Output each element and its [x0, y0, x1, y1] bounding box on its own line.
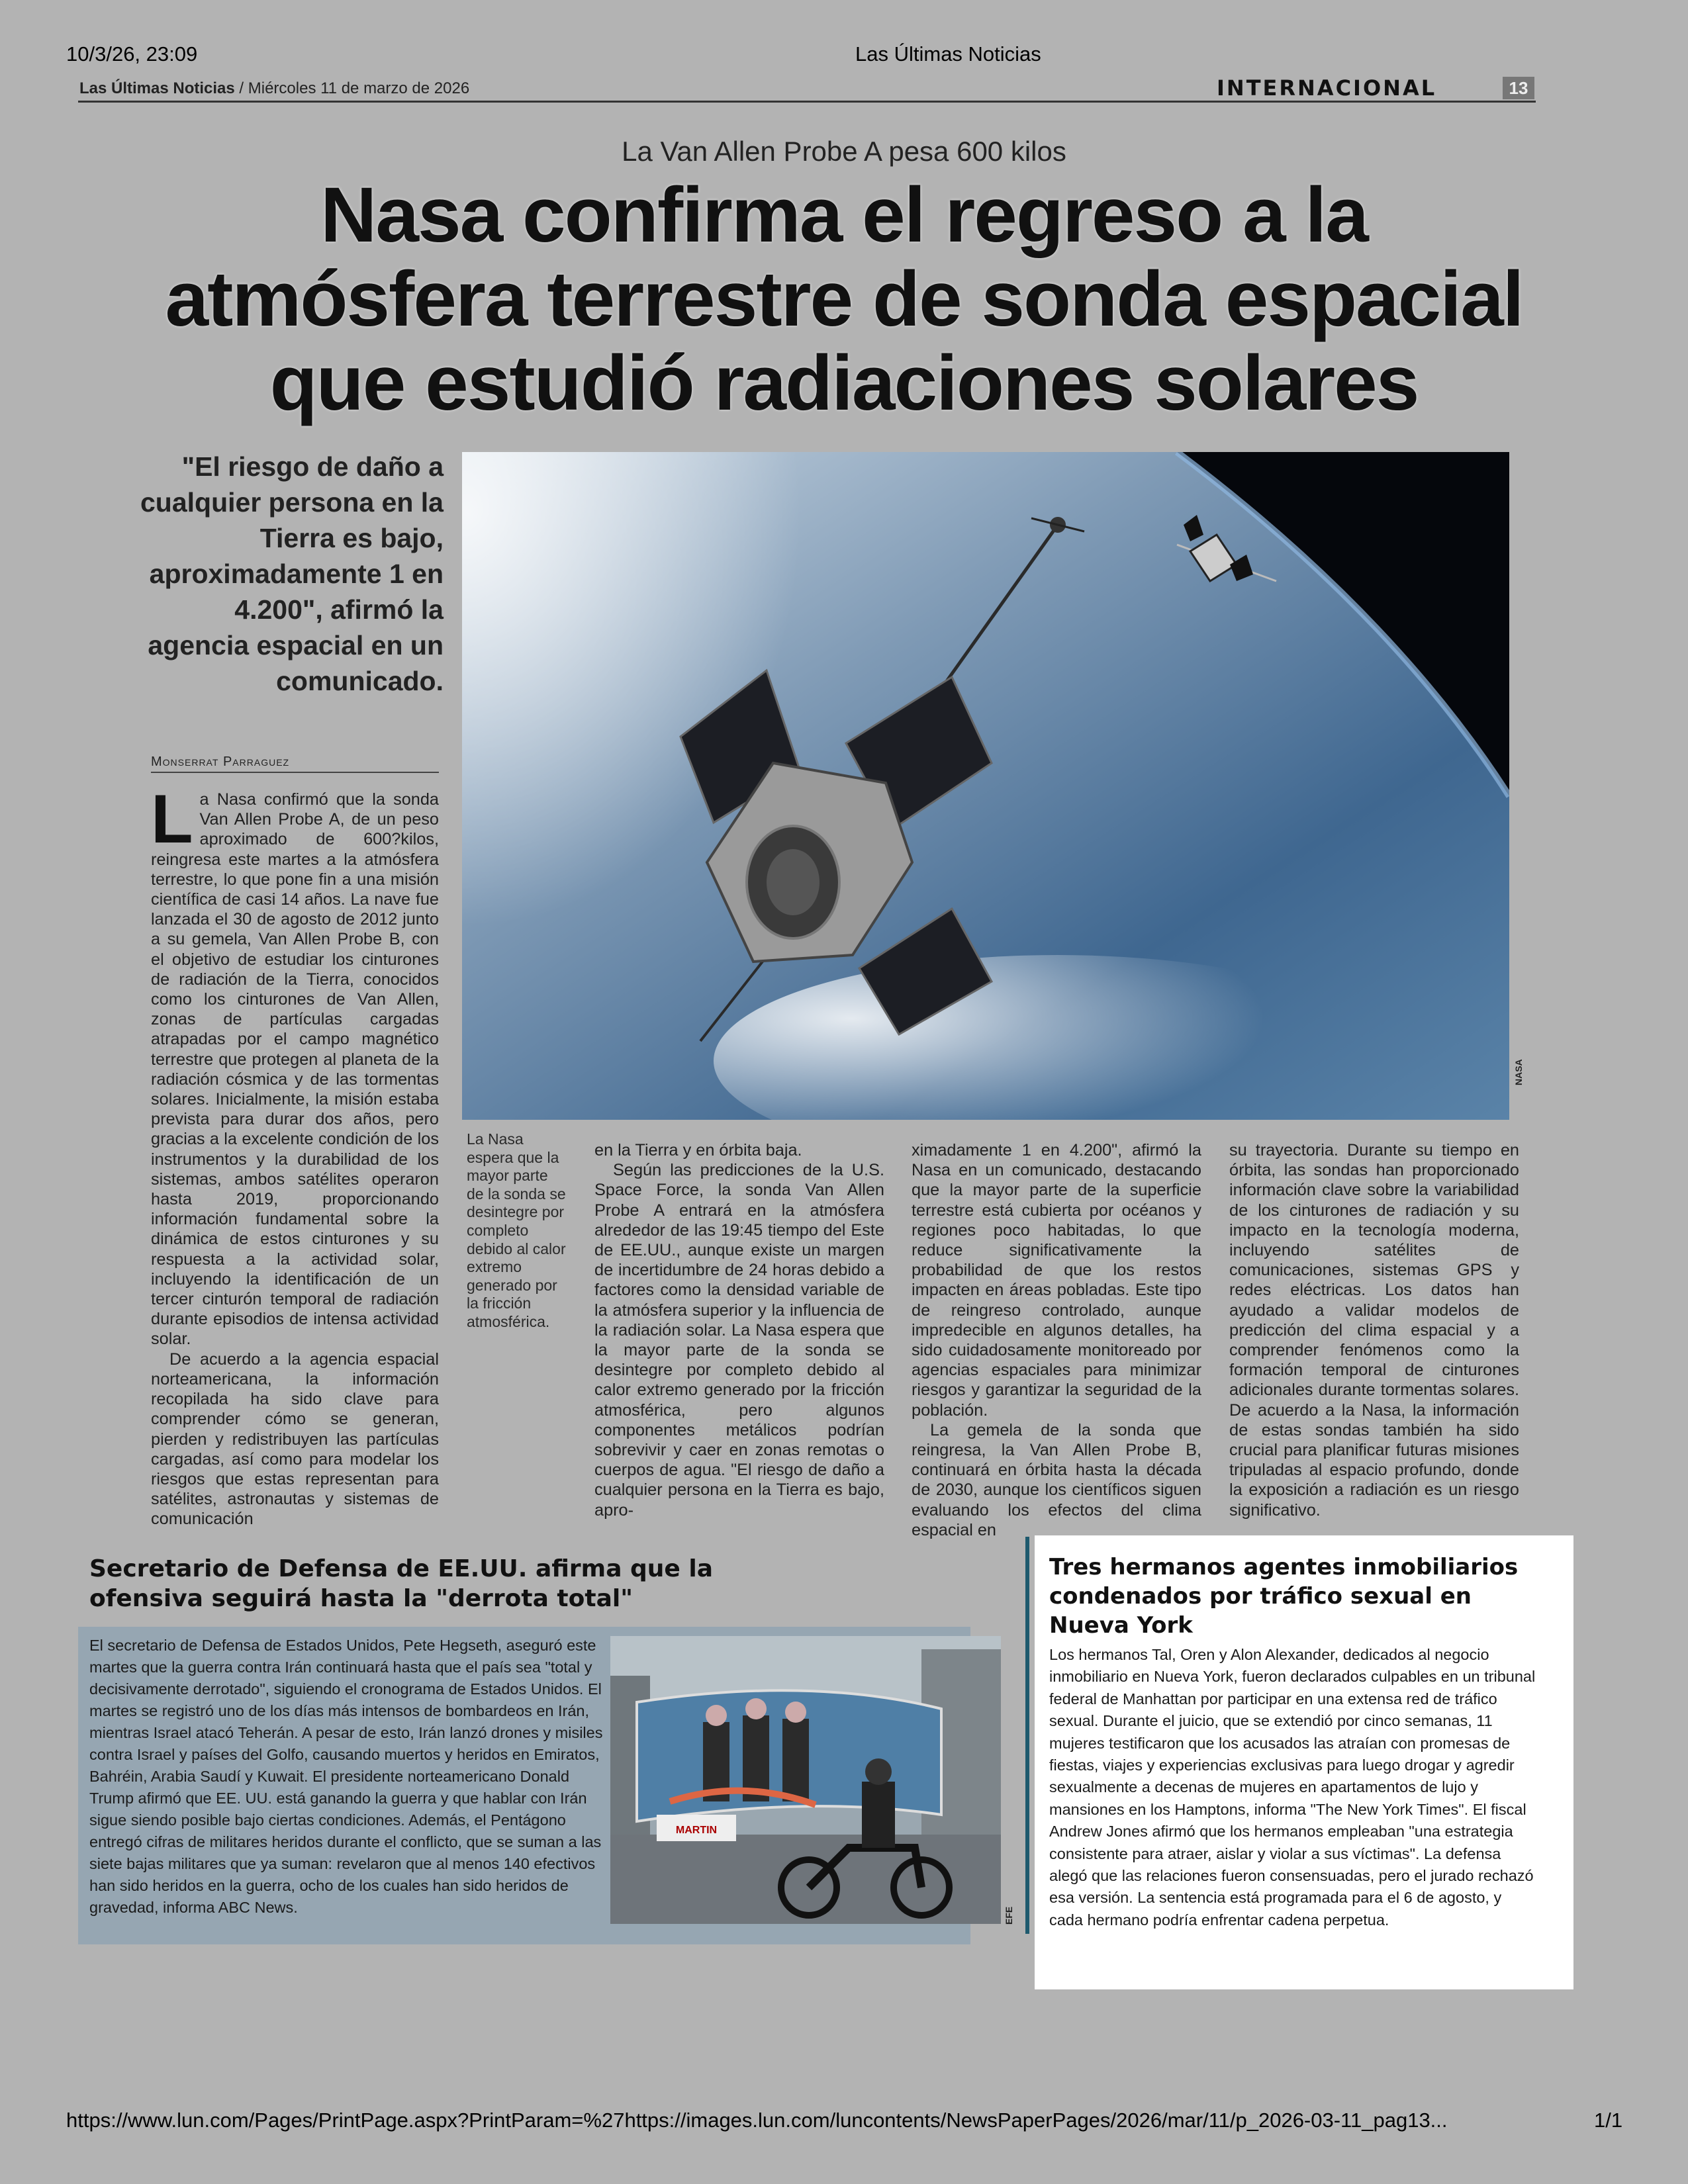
headline-line: Nasa confirma el regreso a la [320, 171, 1368, 259]
print-page-count: 1/1 [1594, 2109, 1623, 2132]
dropcap: L [151, 781, 193, 858]
tehran-street-photo [610, 1636, 1001, 1924]
paper-date: / Miércoles 11 de marzo de 2026 [239, 79, 470, 97]
article-column-2 [594, 1140, 884, 1520]
brief-text: Los hermanos Tal, Oren y Alon Alexander, dedicados al negocio inmobiliario en Nueva York, fueron declarados culpables en un tribunal federal de Manhattan por participar en una extensa red de tráfico sexual. Durante el juicio, que se extendió por cinco semanas, 11 mujeres testificaron que los acusados las atraían con promesas de fiestas, viajes y experiencias exclusivas para luego drogar y agredir sexualmente a decenas de mujeres en apartamentos de lujo y mansiones en los Hamptons, informa "The New York Times". El fiscal Andrew Jones afirmó que los hermanos empleaban "una estrategia consistente para atraer, aislar y violar a sus víctimas". La defensa alegó que las relaciones fueron consensuadas, pero el jurado rechazó esa versión. La sentencia está programada para el 6 de agosto, y cada hermano podría enfrentar cadena perpetua. [1049, 1646, 1536, 1929]
byline-rule [151, 772, 439, 773]
page-number: 13 [1503, 77, 1534, 99]
headline-line: atmósfera terrestre de sonda espacial [165, 255, 1523, 343]
article-paragraph [151, 781, 439, 1349]
photo-caption: La Nasa espera que la mayor parte de la sonda se desintegre por completo debido al calor extremo generado por la fricción atmosférica. [467, 1130, 566, 1330]
section-label: INTERNACIONAL [1217, 75, 1437, 101]
headline-line: que estudió radiaciones solares [269, 340, 1419, 427]
article-headline [132, 173, 1556, 426]
storefront-sign: MARTIN [675, 1825, 718, 1836]
print-page-title: Las Últimas Noticias [855, 42, 1041, 66]
article-paragraph: Según las predicciones de la U.S. Space Force, la sonda Van Allen Probe A entrará en la atmósfera alrededor de las 19:45 tiempo del Este de EE.UU., aunque existe un margen de incertidumbre de 24 horas debido a factores como la densidad variable de la atmósfera superior y la influencia de la radiación solar. La Nasa espera que la mayor parte de la sonda se desintegre por completo debido al calor extremo generado por la fricción atmosférica, pero algunos componentes metálicos podrían sobrevivir y caer en zonas remotas o cuerpos de agua. "El riesgo de daño a cualquier persona en la Tierra es bajo, apro- [594, 1161, 884, 1520]
satellite-illustration [462, 452, 1509, 1120]
header-rule [78, 101, 1536, 103]
article-column-4 [1229, 1140, 1519, 1520]
paragraph-text: a Nasa confirmó que la sonda Van Allen Probe A, de un peso aproximado de 600?kilos, reingresa este martes a la atmósfera terrestre, lo que pone fin a una misión científica de casi 14 años. La nave fue lanzada el 30 de agosto de 2012 junto a su gemela, Van Allen Probe B, con el objetivo de estudiar los cinturones de radiación de la Tierra, conocidos como los cinturones de Van Allen, zonas de partículas cargadas atrapadas por el campo magnético terrestre que protegen al planeta de la radiación cósmica y de las tormentas solares. Inicialmente, la misión estaba prevista para durar dos años, pero gracias a la excelente condición de los instrumentos y la durabilidad de los sistemas, ambos satélites operaron hasta 2019, proporcionando información fundamental sobre la dinámica de estos cinturones y su respuesta a la actividad solar, incluyendo la identificación de un tercer cinturón temporal de radiación durante episodios de intensa actividad solar. [151, 790, 439, 1349]
paper-name: Las Últimas Noticias [79, 79, 235, 97]
photo-credit: NASA [1513, 1059, 1524, 1085]
satellite-photo [462, 452, 1509, 1120]
brief-text: El secretario de Defensa de Estados Unidos, Pete Hegseth, aseguró este martes que la guerra contra Irán continuará hasta que el país sea "total y decisivamente derrotado", siguiendo el cronograma de Estados Unidos. El martes se registró uno de los días más intensos de bombardeos en Irán, mientras Israel atacó Teherán. A pesar de esto, Irán lanzó drones y misiles contra Israel y países del Golfo, causando muertos y heridos en Emiratos, Bahréin, Arabia Saudí y Kuwait. El presidente norteamericano Donald Trump afirmó que EE. UU. está ganando la guerra y que hablar con Irán sigue siendo posible bajo ciertas condiciones. Además, el Pentágono entregó cifras de militares heridos durante el conflicto, que se suman a las siete bajas militares que ya suman: revelaron que al menos 140 efectivos han sido heridos en la guerra, ocho de los cuales han sido heridos de gravedad, informa ABC News. [89, 1637, 603, 1916]
street-scene-illustration [610, 1636, 1001, 1924]
print-url: https://www.lun.com/Pages/PrintPage.aspx?PrintParam=%27https://images.lun.com/luncontents/NewsPaperPages/2026/mar/11/p_2026-03-11_pag13... [66, 2109, 1448, 2132]
print-datetime: 10/3/26, 23:09 [66, 42, 198, 66]
pull-quote: "El riesgo de daño a cualquier persona en la Tierra es bajo, aproximadamente 1 en 4.200", afirmó la agencia espacial en un comunicado. [140, 451, 444, 696]
brief-headline: Secretario de Defensa de EE.UU. afirma que la ofensiva seguirá hasta la "derrota total" [89, 1555, 713, 1612]
article-paragraph: La gemela de la sonda que reingresa, la Van Allen Probe B, continuará en órbita hasta la década de 2030, aunque los científicos siguen evaluando los efectos del clima espacial en [912, 1420, 1201, 1539]
article-paragraph: De acuerdo a la agencia espacial norteamericana, la información recopilada ha sido clave para comprender cómo se generan, pierden y redistribuyen las partículas cargadas, así como para modelar los riesgos que estas representan para satélites, astronautas y sistemas de comunicación [151, 1349, 439, 1529]
paper-header [79, 79, 469, 98]
article-kicker: La Van Allen Probe A pesa 600 kilos [622, 136, 1066, 167]
article-column-1 [151, 781, 439, 1529]
article-paragraph: ximadamente 1 en 4.200", afirmó la Nasa en un comunicado, destacando que la mayor parte de la superficie terrestre está cubierta por océanos y regiones poco habitadas, lo que reduce significativamente la probabilidad de que los restos impacten en áreas pobladas. Este tipo de reingreso controlado, aunque impredecible en algunos detalles, ha sido cuidadosamente monitoreado por agencias espaciales para minimizar riesgos y garantizar la seguridad de la población. [912, 1141, 1201, 1420]
brief-headline: Tres hermanos agentes inmobiliarios condenados por tráfico sexual en Nueva York [1049, 1554, 1519, 1639]
byline: Monserrat Parraguez [151, 754, 290, 769]
brief-rule [1025, 1537, 1029, 1934]
article-paragraph: en la Tierra y en órbita baja. [594, 1141, 802, 1160]
article-column-3 [912, 1140, 1201, 1540]
article-paragraph: su trayectoria. Durante su tiempo en órbita, las sondas han proporcionado información clave sobre la variabilidad de los cinturones de radiación y su impacto en la tecnología moderna, incluyendo satélites de comunicaciones, sistemas GPS y redes eléctricas. Los datos han ayudado a validar modelos de predicción del clima espacial y a comprender fenómenos como la formación temporal de cinturones adicionales durante tormentas solares. De acuerdo a la Nasa, la información de estas sondas también ha sido crucial para planificar futuras misiones tripuladas al espacio profundo, donde la exposición a radiación es un riesgo significativo. [1229, 1141, 1519, 1520]
photo-credit: EFE [1004, 1906, 1014, 1925]
